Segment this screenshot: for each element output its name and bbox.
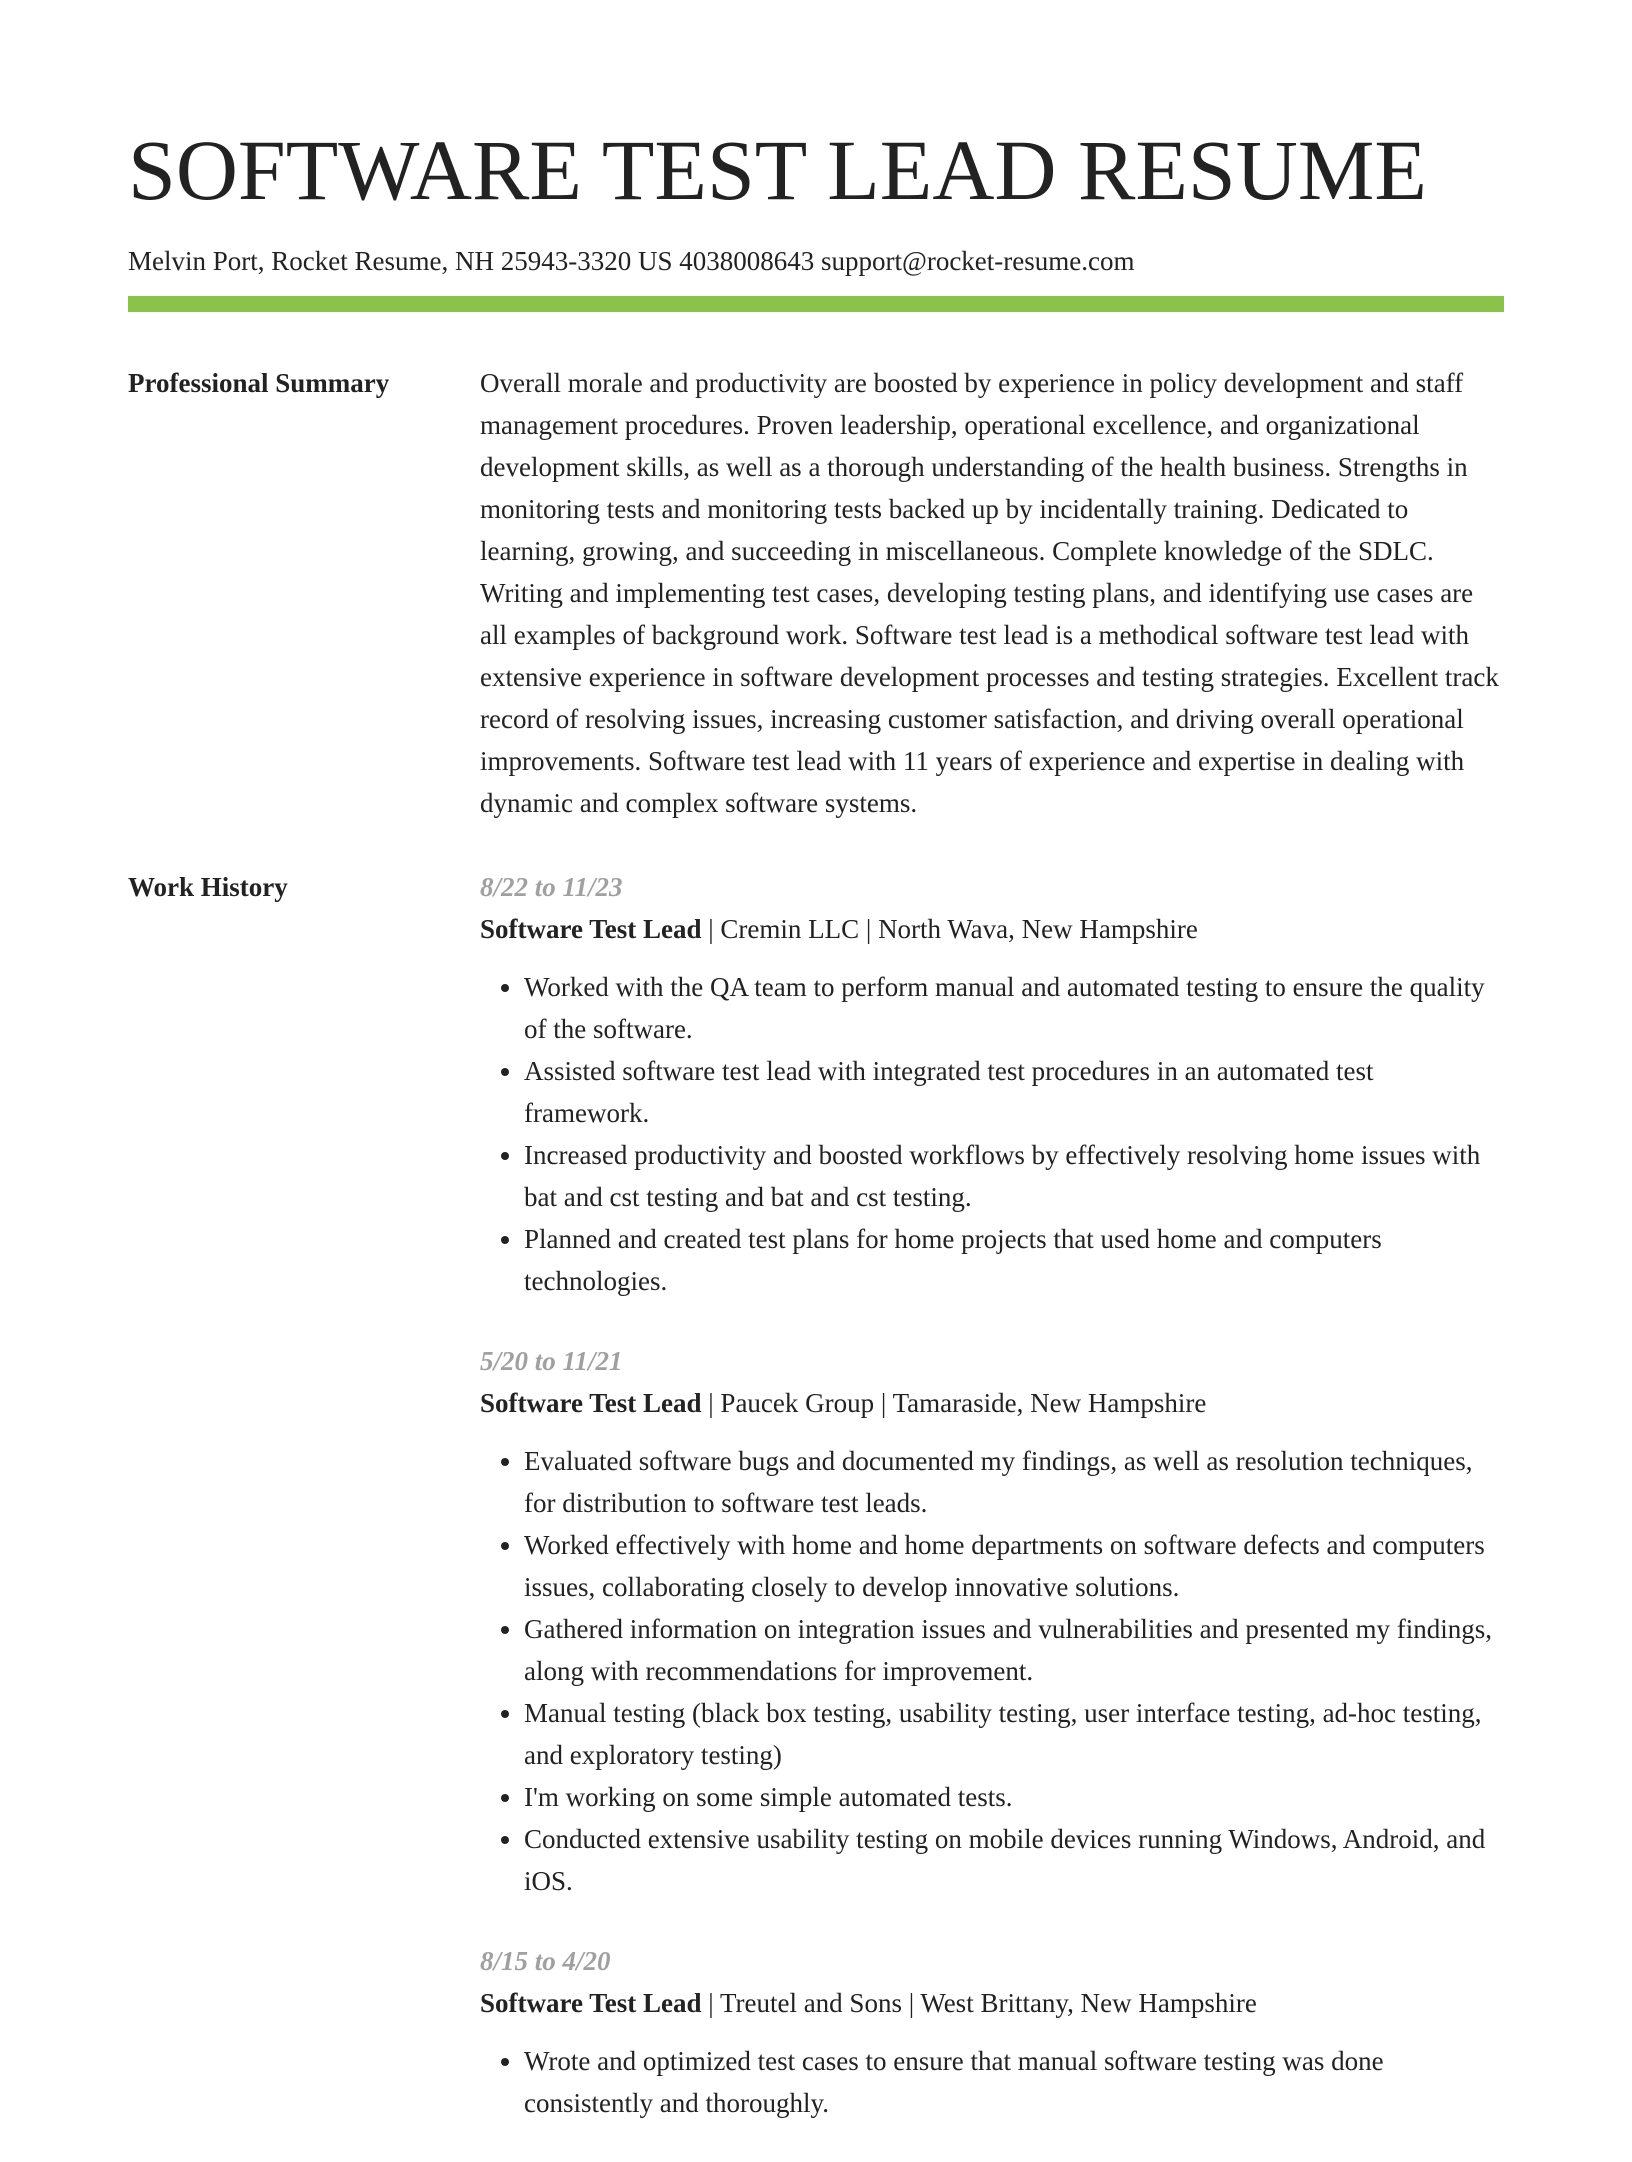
- job-dates: 8/15 to 4/20: [480, 1946, 611, 1976]
- job-title: Software Test Lead: [480, 1988, 702, 2018]
- job-separator: |: [701, 914, 721, 944]
- job-bullet: • Planned and created test plans for home projects that used home and computers technologies.: [524, 1218, 1504, 1302]
- summary-body: [480, 362, 1504, 824]
- job-separator: |: [901, 1988, 921, 2018]
- job-bullet-list: [480, 2040, 1504, 2124]
- job-bullet: • Increased productivity and boosted workflows by effectively resolving home issues with bat and cst testing and bat and cst testing.: [524, 1134, 1504, 1218]
- contact-line: Melvin Port, Rocket Resume, NH 25943-3320 US 4038008643 support@rocket-resume.com: [128, 246, 1135, 276]
- section-label-summary: Professional Summary: [128, 368, 390, 398]
- job-entry: [480, 866, 1504, 1302]
- job-company: Paucek Group: [720, 1388, 875, 1418]
- job-heading: [480, 908, 1504, 950]
- job-company: Cremin LLC: [720, 914, 860, 944]
- job-bullet-list: [480, 1440, 1504, 1902]
- job-bullet: • Worked with the QA team to perform manual and automated testing to ensure the quality of the software.: [524, 966, 1504, 1050]
- job-separator: |: [874, 1388, 893, 1418]
- job-entry: [480, 1340, 1504, 1902]
- summary-text: Overall morale and productivity are boosted by experience in policy development and staff management procedures. Proven leadership, operational excellence, and organizational development skills, as well as a thorough understanding of the health business. Strengths in monitoring tests and monitoring tests backed up by incidentally training. Dedicated to learning, growing, and succeeding in miscellaneous. Complete knowledge of the SDLC. Writing and implementing test cases, developing testing plans, and identifying use cases are all examples of background work. Software test lead is a methodical software test lead with extensive experience in software development processes and testing strategies. Excellent track record of resolving issues, increasing customer satisfaction, and driving overall operational improvements. Software test lead with 11 years of experience and expertise in dealing with dynamic and complex software systems.: [480, 368, 1499, 818]
- job-location: North Wava, New Hampshire: [878, 914, 1198, 944]
- job-bullet: • Wrote and optimized test cases to ensure that manual software testing was done consistently and thoroughly.: [524, 2040, 1504, 2124]
- job-separator: |: [859, 914, 879, 944]
- job-bullet: • Worked effectively with home and home departments on software defects and computers issues, collaborating closely to develop innovative solutions.: [524, 1524, 1504, 1608]
- job-location: West Brittany, New Hampshire: [920, 1988, 1257, 2018]
- job-location: Tamaraside, New Hampshire: [892, 1388, 1207, 1418]
- job-bullet: • Assisted software test lead with integrated test procedures in an automated test framework.: [524, 1050, 1504, 1134]
- job-dates: 5/20 to 11/21: [480, 1346, 623, 1376]
- job-title: Software Test Lead: [480, 914, 702, 944]
- job-bullet: • I'm working on some simple automated tests.: [524, 1776, 1504, 1818]
- resume-title: SOFTWARE TEST LEAD RESUME: [128, 122, 1427, 218]
- job-bullet: • Conducted extensive usability testing on mobile devices running Windows, Android, and iOS.: [524, 1818, 1504, 1902]
- job-bullet-list: [480, 966, 1504, 1302]
- job-bullet: • Manual testing (black box testing, usability testing, user interface testing, ad-hoc testing, and exploratory testing): [524, 1692, 1504, 1776]
- work-body: [480, 866, 1504, 2162]
- professional-summary-section: [128, 362, 1504, 824]
- job-dates: 8/22 to 11/23: [480, 872, 623, 902]
- section-label-work: Work History: [128, 872, 288, 902]
- job-heading: [480, 1982, 1504, 2024]
- job-entry: [480, 1940, 1504, 2124]
- work-history-section: [128, 866, 1504, 2162]
- job-separator: |: [701, 1388, 721, 1418]
- job-title: Software Test Lead: [480, 1388, 702, 1418]
- job-bullet: • Gathered information on integration issues and vulnerabilities and presented my findings, along with recommendations for improvement.: [524, 1608, 1504, 1692]
- job-bullet: • Evaluated software bugs and documented my findings, as well as resolution techniques, for distribution to software test leads.: [524, 1440, 1504, 1524]
- job-heading: [480, 1382, 1504, 1424]
- job-company: Treutel and Sons: [719, 1988, 902, 2018]
- job-separator: |: [701, 1988, 720, 2018]
- resume-page: [128, 0, 1504, 2162]
- header-divider: [128, 296, 1504, 312]
